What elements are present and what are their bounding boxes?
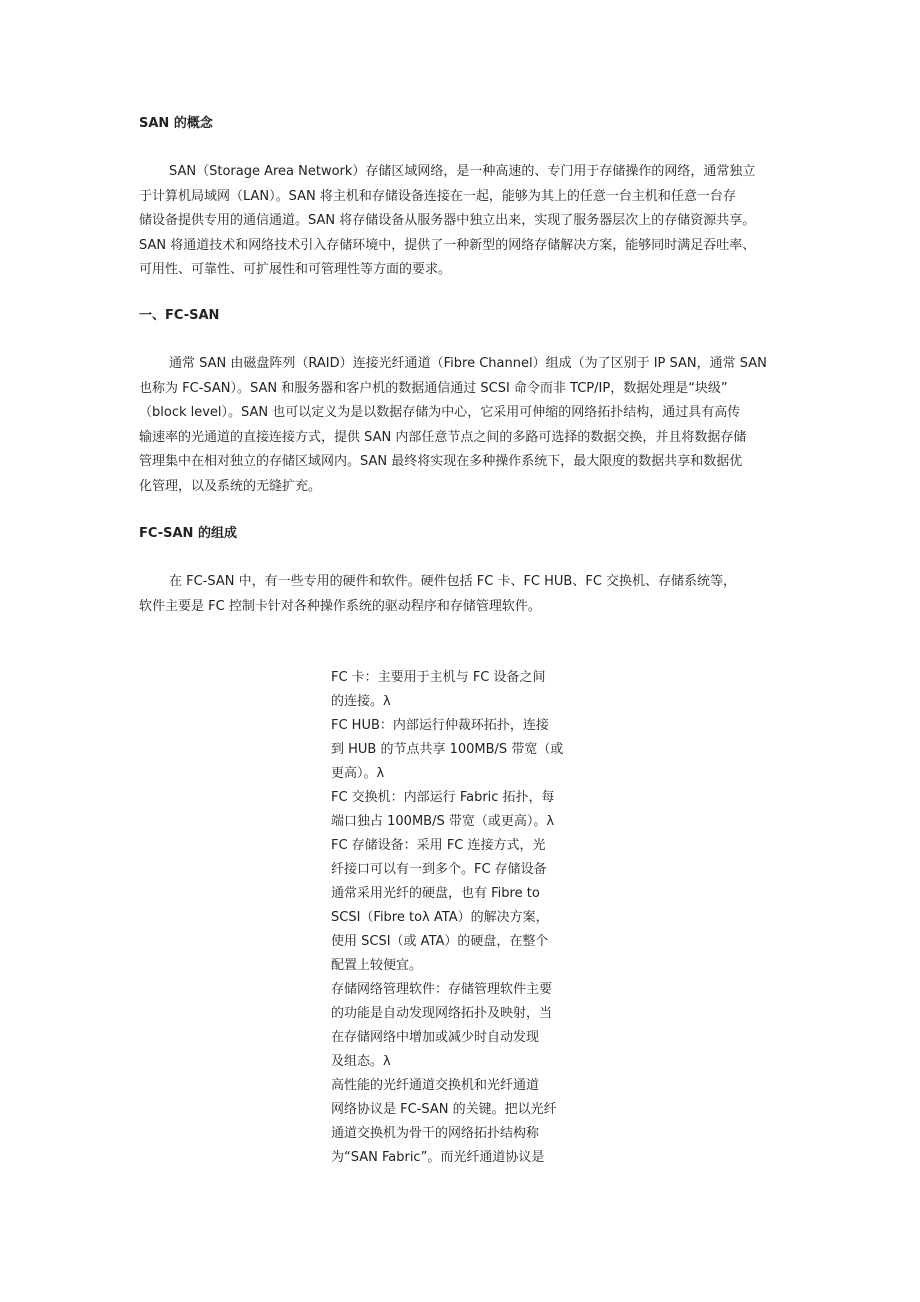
list-line: 到 HUB 的节点共享 100MB/S 带宽（或 (331, 742, 564, 757)
fc-san-line: 通常 SAN 由磁盘阵列（RAID）连接光纤通道（Fibre Channel）组成（为了区别于 IP SAN，通常 SAN (169, 356, 767, 371)
fc-san-line: （block level）。SAN 也可以定义为是以数据存储为中心，它采用可伸缩的网络拓扑结构，通过具有高传 (139, 405, 741, 420)
list-line: 及组态。λ (331, 1054, 391, 1069)
fc-san-line: 输速率的光通道的直接连接方式，提供 SAN 内部任意节点之间的多路可选择的数据交换，并且将数据存储 (139, 429, 747, 445)
list-line: 纤接口可以有一到多个。FC 存储设备 (331, 862, 547, 877)
section-heading-fc-san-components: FC-SAN 的组成 (139, 526, 237, 541)
section-heading-fc-san: 一、FC-SAN (139, 308, 220, 323)
components-list (331, 666, 581, 1170)
components-line: 在 FC-SAN 中，有一些专用的硬件和软件。硬件包括 FC 卡、FC HUB、FC 交换机、存储系统等， (169, 574, 737, 589)
intro-line: SAN 将通道技术和网络技术引入存储环境中，提供了一种新型的网络存储解决方案，能够同时满足吞吐率、 (139, 237, 756, 253)
list-line: FC 交换机：内部运行 Fabric 拓扑，每 (331, 790, 555, 805)
list-line: 的连接。λ (331, 694, 391, 709)
list-line: 高性能的光纤通道交换机和光纤通道 (331, 1078, 540, 1093)
list-line: 的功能是自动发现网络拓扑及映射，当 (331, 1006, 553, 1021)
list-line: 通常采用光纤的硬盘，也有 Fibre to (331, 886, 540, 901)
list-line: FC 卡：主要用于主机与 FC 设备之间 (331, 670, 546, 685)
fc-san-line: 化管理，以及系统的无缝扩充。 (139, 478, 322, 494)
list-line: FC 存储设备：采用 FC 连接方式，光 (331, 838, 546, 853)
intro-line: 可用性、可靠性、可扩展性和可管理性等方面的要求。 (139, 262, 452, 277)
list-line: SCSI（Fibre toλ ATA）的解决方案， (331, 910, 549, 925)
components-paragraph (139, 570, 799, 619)
list-line: 配置上较便宜。 (331, 958, 423, 973)
fc-san-line: 也称为 FC-SAN）。SAN 和服务器和客户机的数据通信通过 SCSI 命令而非 TCP/IP，数据处理是“块级” (139, 380, 728, 396)
intro-line: 储设备提供专用的通信通道。SAN 将存储设备从服务器中独立出来，实现了服务器层次上的存储资源共享。 (139, 213, 756, 228)
page-title: SAN 的概念 (139, 116, 213, 131)
list-line: FC HUB：内部运行仲裁环拓扑，连接 (331, 718, 549, 733)
list-line: 通道交换机为骨干的网络拓扑结构称 (331, 1126, 540, 1141)
list-line: 网络协议是 FC-SAN 的关键。把以光纤 (331, 1102, 557, 1117)
list-line: 存储网络管理软件：存储管理软件主要 (331, 982, 553, 997)
intro-paragraph (139, 160, 799, 283)
fc-san-paragraph (139, 352, 799, 499)
list-line: 更高）。λ (331, 766, 385, 781)
list-line: 使用 SCSI（或 ATA）的硬盘，在整个 (331, 934, 549, 949)
list-line: 为“SAN Fabric”。而光纤通道协议是 (331, 1150, 545, 1165)
intro-line: SAN（Storage Area Network）存储区域网络，是一种高速的、专门用于存储操作的网络，通常独立 (169, 164, 756, 179)
list-line: 端口独占 100MB/S 带宽（或更高）。λ (331, 814, 555, 829)
intro-line: 于计算机局域网（LAN）。SAN 将主机和存储设备连接在一起，能够为其上的任意一台主机和任意一台存 (139, 188, 736, 204)
fc-san-line: 管理集中在相对独立的存储区域网内。SAN 最终将实现在多种操作系统下，最大限度的数据共享和数据优 (139, 454, 743, 469)
components-line: 软件主要是 FC 控制卡针对各种操作系统的驱动程序和存储管理软件。 (139, 598, 541, 614)
list-line: 在存储网络中增加或减少时自动发现 (331, 1030, 540, 1045)
